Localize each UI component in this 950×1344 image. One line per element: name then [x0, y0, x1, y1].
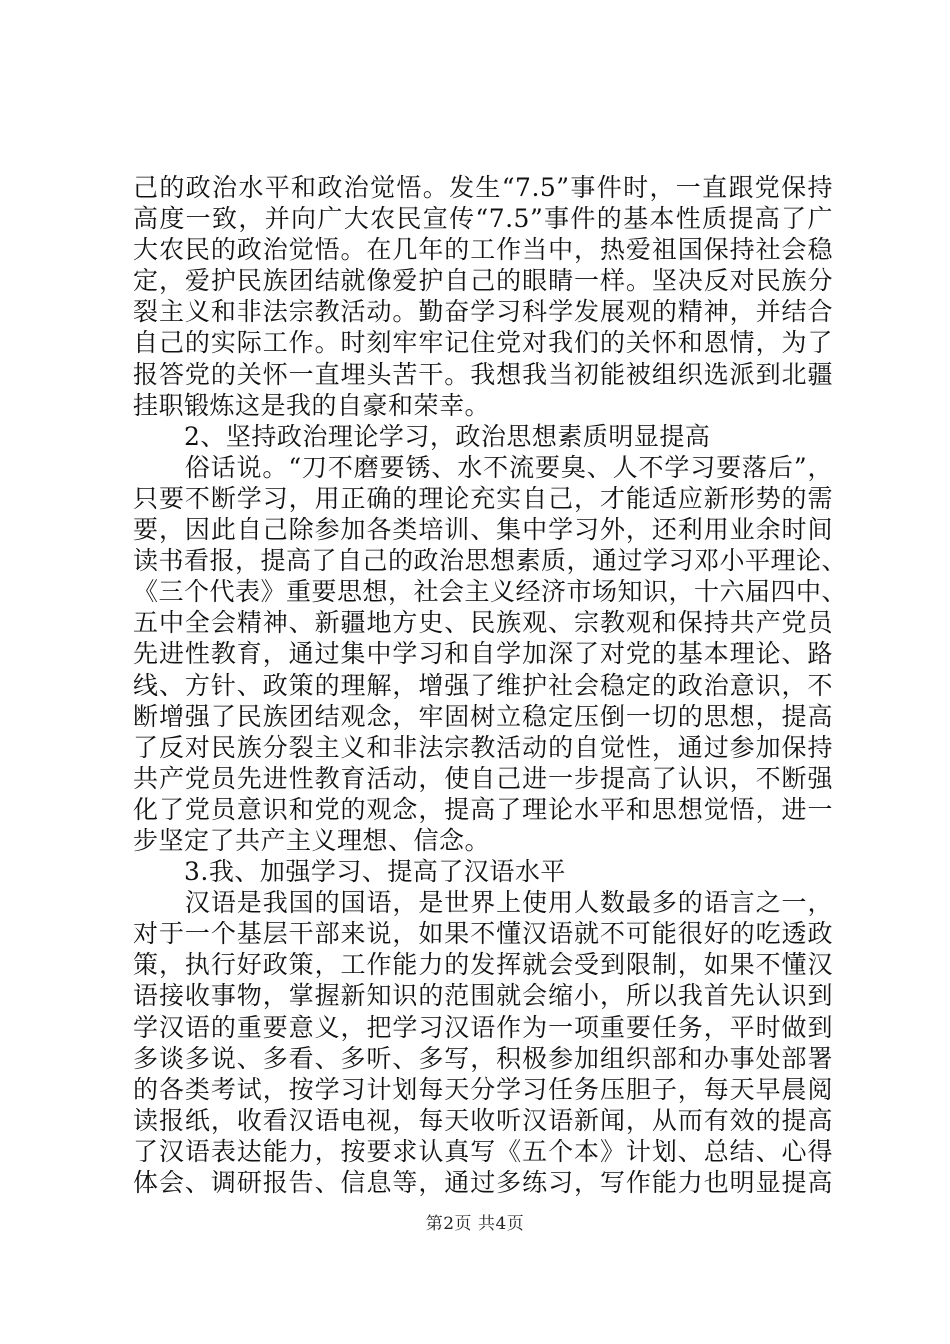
text-line: 《三个代表》重要思想，社会主义经济市场知识，十六届四中、 — [133, 577, 848, 607]
text-line: 五中全会精神、新疆地方史、民族观、宗教观和保持共产党员 — [133, 608, 833, 638]
text-line: 断增强了民族团结观念，牢固树立稳定压倒一切的思想，提高 — [133, 701, 833, 731]
text-line: 了反对民族分裂主义和非法宗教活动的自觉性，通过参加保持 — [133, 732, 833, 762]
text-line: 的各类考试，按学习计划每天分学习任务压胆子，每天早晨阅 — [133, 1074, 833, 1104]
text-line: 挂职锻炼这是我的自豪和荣幸。 — [133, 390, 491, 420]
text-line: 体会、调研报告、信息等，通过多练习，写作能力也明显提高 — [133, 1168, 833, 1197]
text-line: 先进性教育，通过集中学习和自学加深了对党的基本理论、路 — [133, 639, 833, 669]
text-line: 定，爱护民族团结就像爱护自己的眼睛一样。坚决反对民族分 — [133, 266, 833, 296]
text-line: 读报纸，收看汉语电视，每天收听汉语新闻，从而有效的提高 — [133, 1105, 833, 1135]
text-line: 化了党员意识和党的观念，提高了理论水平和思想觉悟，进一 — [133, 794, 833, 824]
text-line: 汉语是我国的国语，是世界上使用人数最多的语言之一， — [133, 888, 833, 918]
text-line: 对于一个基层干部来说，如果不懂汉语就不可能很好的吃透政 — [133, 919, 833, 949]
text-line: 要，因此自己除参加各类培训、集中学习外，还利用业余时间 — [133, 515, 833, 545]
text-line: 高度一致，并向广大农民宣传“7.5”事件的基本性质提高了广 — [133, 204, 833, 234]
section-heading: 3.我、加强学习、提高了汉语水平 — [133, 857, 566, 887]
text-line: 俗话说。“刀不磨要锈、水不流要臭、人不学习要落后”， — [133, 452, 833, 482]
text-line: 步坚定了共产主义理想、信念。 — [133, 825, 491, 855]
text-line: 自己的实际工作。时刻牢牢记住党对我们的关怀和恩情，为了 — [133, 328, 833, 358]
text-line: 了汉语表达能力，按要求认真写《五个本》计划、总结、心得 — [133, 1136, 833, 1166]
text-line: 语接收事物，掌握新知识的范围就会缩小，所以我首先认识到 — [133, 981, 833, 1011]
text-line: 策，执行好政策，工作能力的发挥就会受到限制，如果不懂汉 — [133, 950, 833, 980]
text-line: 多谈多说、多看、多听、多写，积极参加组织部和办事处部署 — [133, 1043, 833, 1073]
body-text — [133, 172, 848, 1198]
text-line: 报答党的关怀一直埋头苦干。我想我当初能被组织选派到北疆 — [133, 359, 833, 389]
section-heading: 2、坚持政治理论学习，政治思想素质明显提高 — [133, 421, 711, 451]
text-line: 共产党员先进性教育活动，使自己进一步提高了认识，不断强 — [133, 763, 833, 793]
text-line: 线、方针、政策的理解，增强了维护社会稳定的政治意识，不 — [133, 670, 833, 700]
text-line: 学汉语的重要意义，把学习汉语作为一项重要任务，平时做到 — [133, 1012, 833, 1042]
text-line: 读书看报，提高了自己的政治思想素质，通过学习邓小平理论、 — [133, 546, 848, 576]
text-line: 己的政治水平和政治觉悟。发生“7.5”事件时，一直跟党保持 — [133, 173, 833, 202]
text-line: 只要不断学习，用正确的理论充实自己，才能适应新形势的需 — [133, 483, 833, 513]
text-line: 大农民的政治觉悟。在几年的工作当中，热爱祖国保持社会稳 — [133, 235, 833, 265]
page-footer: 第2页 共4页 — [425, 1214, 525, 1234]
text-line: 裂主义和非法宗教活动。勤奋学习科学发展观的精神，并结合 — [133, 297, 833, 327]
